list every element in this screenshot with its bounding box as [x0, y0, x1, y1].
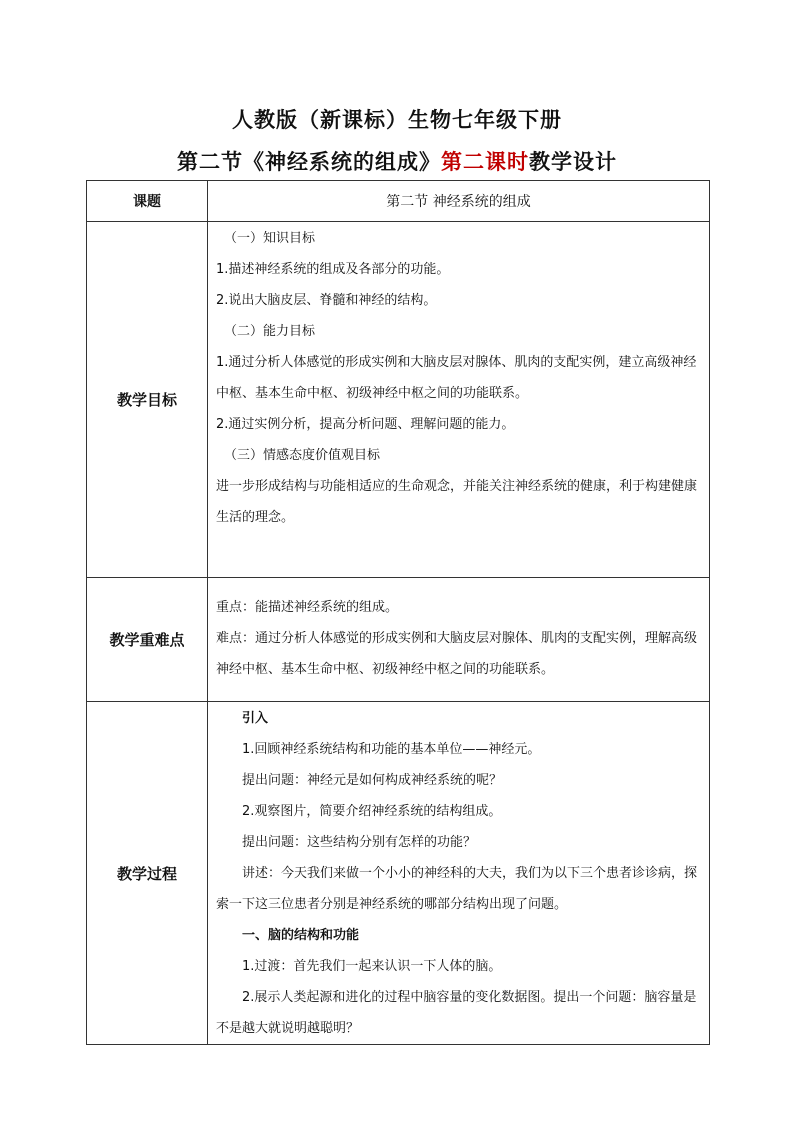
process-section-heading: 一、脑的结构和功能 [242, 928, 360, 943]
process-line: 1.回顾神经系统结构和功能的基本单位——神经元。 [242, 742, 541, 757]
topic-value: 第二节 神经系统的组成 [208, 181, 710, 222]
lesson-plan-table [86, 180, 710, 1045]
table-row-key-points [87, 578, 710, 702]
objectives-label: 教学目标 [87, 222, 208, 578]
process-line: 提出问题：这些结构分别有怎样的功能？ [242, 835, 477, 850]
objective-line: 进一步形成结构与功能相适应的生命观念，并能关注神经系统的健康，利于构建健康生活的理念。 [216, 479, 698, 525]
key-point-line: 重点：能描述神经系统的组成。 [216, 600, 399, 615]
objective-line: （一）知识目标 [224, 231, 316, 246]
topic-label: 课题 [87, 181, 208, 222]
subtitle-part-lesson: 第二课时 [441, 150, 529, 174]
process-line: 2.观察图片，简要介绍神经系统的结构组成。 [242, 804, 502, 819]
table-row-process [87, 702, 710, 1045]
key-points-content [208, 578, 710, 702]
subtitle-part-design: 教学设计 [529, 150, 617, 174]
objective-line: 1.描述神经系统的组成及各部分的功能。 [216, 262, 450, 277]
process-line: 提出问题：神经元是如何构成神经系统的呢？ [242, 773, 503, 788]
document-subtitle [0, 146, 794, 176]
objective-line: 2.通过实例分析，提高分析问题、理解问题的能力。 [216, 417, 515, 432]
objective-line: （二）能力目标 [224, 324, 316, 339]
objective-line: （三）情感态度价值观目标 [224, 448, 381, 463]
process-line: 1.过渡：首先我们一起来认识一下人体的脑。 [242, 959, 502, 974]
table-row-topic [87, 181, 710, 222]
table-row-objectives [87, 222, 710, 578]
process-label: 教学过程 [87, 702, 208, 1045]
process-line: 讲述：今天我们来做一个小小的神经科的大夫，我们为以下三个患者诊诊病，探索一下这三位患者分别是神经系统的哪部分结构出现了问题。 [216, 866, 698, 912]
subtitle-part-section: 第二节《神经系统的组成》 [177, 150, 441, 174]
key-points-label: 教学重难点 [87, 578, 208, 702]
objective-line: 2.说出大脑皮层、脊髓和神经的结构。 [216, 293, 437, 308]
objective-line: 1.通过分析人体感觉的形成实例和大脑皮层对腺体、肌肉的支配实例，建立高级神经中枢、基本生命中枢、初级神经中枢之间的功能联系。 [216, 355, 697, 401]
process-line: 引入 [242, 711, 269, 726]
process-content [208, 702, 710, 1045]
document-title: 人教版（新课标）生物七年级下册 [232, 108, 562, 132]
key-point-line: 难点：通过分析人体感觉的形成实例和大脑皮层对腺体、肌肉的支配实例，理解高级神经中枢、基本生命中枢、初级神经中枢之间的功能联系。 [216, 631, 698, 677]
process-line: 2.展示人类起源和进化的过程中脑容量的变化数据图。提出一个问题：脑容量是不是越大就说明越聪明？ [216, 990, 697, 1036]
objectives-content [208, 222, 710, 578]
